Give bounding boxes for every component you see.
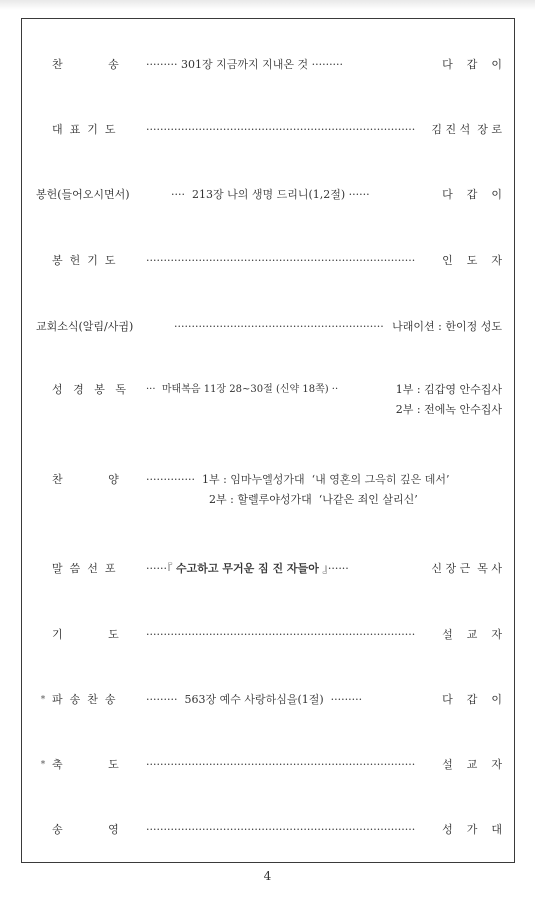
- row-label: 찬 양: [52, 473, 119, 486]
- row-performer: 다 갑 이: [442, 58, 502, 71]
- row-performer: 인 도 자: [442, 254, 502, 267]
- row-performer: 성 가 대: [442, 823, 502, 836]
- row-performer: 다 갑 이: [442, 188, 502, 201]
- row-label: 교회소식(알림/사귐): [36, 320, 134, 333]
- sermon-prefix: ······『: [146, 562, 176, 575]
- row-content: ··· 마태복음 11장 28~30절 (신약 18쪽) ··: [146, 384, 339, 395]
- row-content: ···· 213장 나의 생명 드리니(1,2절) ······: [171, 188, 370, 201]
- worship-order-frame: [21, 18, 515, 863]
- row-label: 축 도: [52, 758, 119, 771]
- row-content: [146, 562, 349, 576]
- row-marker: *: [40, 695, 46, 705]
- row-performer: 다 갑 이: [442, 693, 502, 706]
- row-performer: 김 진 석 장 로: [431, 123, 502, 136]
- row-label: 말 씀 선 포: [52, 562, 116, 575]
- row-content: ····························································: [174, 320, 384, 333]
- row-label: 송 영: [52, 823, 119, 836]
- top-shadow: [0, 0, 535, 10]
- row-label: 봉 헌 기 도: [52, 254, 116, 267]
- sermon-suffix: 』······: [318, 562, 349, 575]
- row-label: 기 도: [52, 628, 119, 641]
- row-performer: 설 교 자: [442, 628, 502, 641]
- row-label: 파 송 찬 송: [52, 693, 116, 706]
- row-content: ········· 301장 지금까지 지내온 것 ·········: [146, 58, 344, 71]
- row-label: 대 표 기 도: [52, 123, 116, 136]
- row-performer: 설 교 자: [442, 758, 502, 771]
- row-label: 찬 송: [52, 58, 119, 71]
- row-label: 성 경 봉 독: [52, 383, 126, 396]
- row-content: ·············································································: [146, 628, 416, 641]
- row-performer: 신 장 근 목 사: [431, 562, 502, 575]
- row-content: ·············································································: [146, 758, 416, 771]
- row-performer: 나래이션 : 한이정 성도: [392, 320, 502, 333]
- row-content: ·············································································: [146, 123, 416, 136]
- row-content: ·············································································: [146, 823, 416, 836]
- row-performer-second: 2부 : 전에녹 안수집사: [395, 403, 502, 416]
- row-label: 봉헌(들어오시면서): [36, 188, 130, 201]
- row-performer: 1부 : 김갑영 안수집사: [395, 383, 502, 396]
- row-content: ·············· 1부 : 임마누엘성가대 ‘내 영혼의 그윽히 깊은 데서’: [146, 473, 450, 486]
- row-content-second: 2부 : 할렐루야성가대 ‘나같은 죄인 살리신’: [209, 493, 418, 506]
- row-marker: *: [40, 760, 46, 770]
- sermon-title: 수고하고 무거운 짐 진 자들아: [175, 562, 319, 575]
- row-content: ········· 563장 예수 사랑하심을(1절) ·········: [146, 693, 363, 706]
- row-content: ·············································································: [146, 254, 416, 267]
- page-number: 4: [263, 869, 272, 883]
